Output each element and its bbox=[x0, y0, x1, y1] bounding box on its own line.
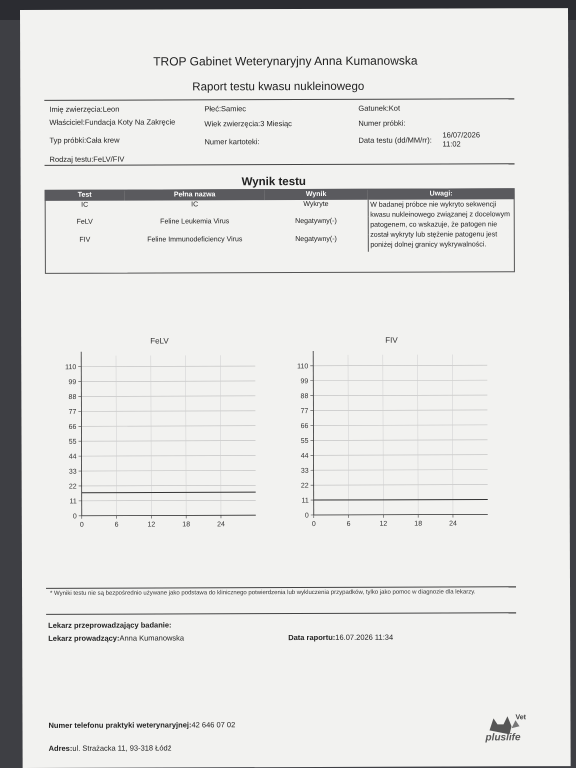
phone-field: Numer telefonu praktyki weterynaryjnej:42 646 07 02 bbox=[48, 720, 236, 730]
y-tick-label: 22 bbox=[68, 483, 77, 491]
x-gridline bbox=[452, 354, 453, 514]
x-tick-label: 12 bbox=[379, 520, 388, 528]
chart-title: FeLV bbox=[150, 336, 169, 346]
y-gridline bbox=[81, 411, 255, 412]
y-gridline bbox=[82, 470, 256, 471]
series-line bbox=[314, 499, 488, 500]
y-tick-label: 55 bbox=[68, 438, 77, 446]
x-gridline bbox=[348, 355, 349, 515]
y-tick-label: 88 bbox=[300, 393, 309, 401]
y-tick-label: 88 bbox=[68, 393, 77, 402]
chart-title: FIV bbox=[385, 335, 398, 345]
y-tick-label: 99 bbox=[300, 378, 309, 386]
test-full-name: IC bbox=[191, 201, 199, 209]
owner-field: Właściciel:Fundacja Koty Na Zakręcie bbox=[49, 117, 176, 127]
y-axis bbox=[81, 352, 82, 516]
y-gridline bbox=[81, 381, 255, 382]
y-gridline bbox=[313, 380, 487, 381]
test-full-name: Feline Immunodeficiency Virus bbox=[147, 235, 243, 244]
chart-svg bbox=[283, 328, 494, 539]
y-tick-label: 33 bbox=[68, 468, 77, 476]
results-table bbox=[45, 188, 515, 253]
age-field: Wiek zwierzęcia:3 Miesiąc bbox=[204, 119, 292, 129]
y-tick-label: 0 bbox=[304, 512, 309, 520]
x-tick-label: 18 bbox=[414, 520, 423, 528]
y-tick-label: 11 bbox=[301, 497, 309, 505]
y-gridline bbox=[314, 485, 488, 486]
test-time-value: 11:02 bbox=[442, 139, 461, 149]
test-code: FIV bbox=[79, 236, 91, 244]
report-sheet bbox=[20, 8, 571, 768]
column-header-test: Test bbox=[45, 190, 125, 201]
column-header-result: Wynik bbox=[265, 189, 368, 200]
header-divider bbox=[44, 98, 514, 101]
y-tick-label: 77 bbox=[300, 408, 309, 416]
y-gridline bbox=[313, 395, 487, 396]
x-axis bbox=[314, 514, 488, 515]
y-gridline bbox=[81, 396, 255, 397]
y-gridline bbox=[81, 366, 255, 367]
y-tick-label: 33 bbox=[300, 467, 309, 475]
x-gridline bbox=[220, 355, 221, 515]
y-gridline bbox=[82, 441, 256, 442]
logo-brand-text: pluslife bbox=[485, 732, 521, 744]
test-result: Wykryte bbox=[303, 200, 329, 209]
results-section-title: Wynik testu bbox=[241, 176, 306, 189]
disclaimer-text: * Wyniki testu nie są bezpośrednio używane jako podstawa do klinicznego potwierdzenia lub wykluczenia przypadków, tylko jako pomoc w diagnozie dla lekarzy. bbox=[50, 589, 476, 597]
y-gridline bbox=[313, 410, 487, 411]
x-gridline bbox=[418, 355, 419, 515]
y-gridline bbox=[82, 485, 256, 486]
x-tick-label: 24 bbox=[217, 521, 225, 529]
y-tick-label: 44 bbox=[68, 453, 77, 461]
x-tick-label: 6 bbox=[114, 521, 119, 529]
reviewing-doctor-field: Lekarz przeprowadzający badanie: bbox=[48, 620, 172, 630]
test-code: IC bbox=[81, 201, 89, 209]
x-gridline bbox=[186, 355, 187, 515]
x-gridline bbox=[151, 356, 152, 516]
x-gridline bbox=[116, 356, 117, 516]
clinic-name: TROP Gabinet Weterynaryjny Anna Kumanowska bbox=[153, 53, 418, 69]
y-tick-label: 110 bbox=[297, 363, 309, 371]
y-gridline bbox=[314, 470, 488, 471]
x-tick-label: 12 bbox=[147, 521, 156, 529]
y-tick-label: 11 bbox=[69, 498, 77, 506]
x-tick-label: 18 bbox=[182, 521, 191, 529]
y-gridline bbox=[313, 425, 487, 426]
x-axis bbox=[82, 515, 256, 516]
test-date-value: 16/07/2026 bbox=[442, 130, 481, 140]
address-field: Adres:ul. Strażacka 11, 93-318 Łódź bbox=[48, 743, 172, 753]
y-tick-label: 0 bbox=[72, 513, 77, 521]
fiv-chart bbox=[283, 328, 494, 539]
test-full-name: Feline Leukemia Virus bbox=[160, 218, 230, 226]
report-title: Raport testu kwasu nukleinowego bbox=[192, 80, 365, 94]
x-tick-label: 0 bbox=[311, 520, 316, 528]
logo-vet-text: Vet bbox=[515, 714, 527, 722]
chart-svg bbox=[51, 329, 262, 540]
y-tick-label: 110 bbox=[65, 364, 77, 372]
animal-name-field: Imię zwierzęcia:Leon bbox=[49, 104, 120, 114]
test-code: FeLV bbox=[76, 219, 93, 227]
y-gridline bbox=[82, 500, 256, 501]
y-tick-label: 66 bbox=[300, 423, 309, 431]
pluslife-logo bbox=[481, 708, 541, 748]
y-gridline bbox=[82, 456, 256, 457]
test-result: Negatywny(-) bbox=[295, 235, 337, 243]
sex-field: Płeć:Samiec bbox=[204, 104, 247, 114]
y-gridline bbox=[313, 365, 487, 366]
x-tick-label: 24 bbox=[449, 520, 457, 528]
test-kind-field: Rodzaj testu:FeLV/FIV bbox=[49, 154, 125, 164]
attending-doctor-field: Lekarz prowadzący:Anna Kumanowska bbox=[48, 633, 185, 643]
sample-number-field: Numer próbki: bbox=[358, 118, 406, 128]
x-gridline bbox=[383, 355, 384, 515]
x-tick-label: 0 bbox=[79, 521, 84, 529]
x-tick-label: 6 bbox=[346, 520, 351, 528]
y-tick-label: 99 bbox=[68, 379, 77, 387]
series-line bbox=[82, 492, 256, 493]
felv-chart bbox=[51, 329, 262, 540]
card-number-field: Numer kartoteki: bbox=[204, 137, 260, 147]
y-gridline bbox=[314, 440, 488, 441]
y-gridline bbox=[314, 455, 488, 456]
y-tick-label: 55 bbox=[300, 437, 309, 445]
test-result: Negatywny(-) bbox=[295, 218, 337, 226]
report-date-field: Data raportu:16.07.2026 11:34 bbox=[288, 632, 394, 643]
test-date-label: Data testu (dd/MM/rr): bbox=[358, 135, 432, 145]
y-axis bbox=[313, 351, 314, 515]
y-tick-label: 44 bbox=[300, 452, 309, 460]
y-tick-label: 22 bbox=[300, 482, 309, 490]
sample-type-field: Typ próbki:Cała krew bbox=[49, 135, 120, 145]
table-row bbox=[45, 199, 515, 218]
column-header-full-name: Pełna nazwa bbox=[125, 189, 265, 200]
y-gridline bbox=[81, 426, 255, 427]
y-tick-label: 66 bbox=[68, 423, 77, 431]
disclaimer-divider bbox=[46, 612, 516, 615]
column-header-notes: Uwagi: bbox=[368, 188, 515, 200]
species-field: Gatunek:Kot bbox=[358, 103, 401, 113]
results-notes: W badanej próbce nie wykryto sekwencji kwasu nukleinowego związanej z docelowym patogenem, co wskazuje, że patogen nie został wykryty lub stężenie patogenu jest poniżej dolnej granicy wykrywalności. bbox=[368, 199, 515, 252]
y-tick-label: 77 bbox=[68, 408, 77, 416]
